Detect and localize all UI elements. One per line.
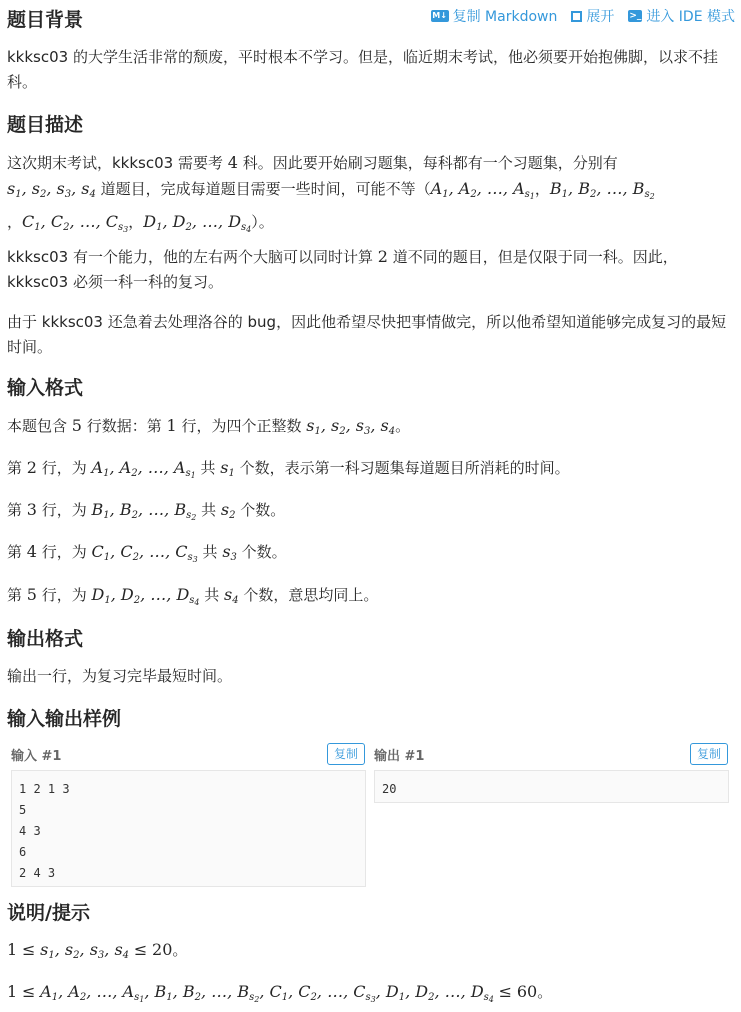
input-text: 。	[395, 417, 411, 435]
input-text: 第	[7, 586, 27, 604]
math-upper-bound: 60	[516, 982, 538, 1001]
math-one: 1	[7, 982, 18, 1001]
math-le: ≤	[21, 940, 36, 959]
math-b-seq: $B_1$, $B_2$, …, $B_{s_2}$	[549, 179, 655, 201]
math-b-seq: $B_1$, $B_2$, …, $B_{s_2}$	[91, 500, 197, 522]
input-text: 个数。	[235, 501, 286, 519]
samples-title: 输入输出样例	[7, 708, 122, 730]
math-s1: $s_1$	[220, 458, 235, 479]
output-format-title: 输出格式	[7, 628, 84, 650]
input-number: 3	[26, 500, 37, 519]
input-number: 5	[26, 585, 37, 604]
input-text: 行，为	[36, 543, 92, 561]
ide-mode-button[interactable]	[628, 6, 735, 26]
input-line-1	[7, 413, 735, 444]
math-a-seq: $A_1$, $A_2$, …, $A_{s_1}$	[91, 458, 196, 480]
toolbar	[431, 6, 735, 26]
input-text: 本题包含	[7, 417, 72, 435]
math-le: ≤	[498, 982, 513, 1001]
sample-input-line: 2 4 3	[19, 866, 56, 880]
ide-mode-label: 进入 IDE 模式	[646, 9, 735, 25]
input-line-2	[7, 455, 735, 488]
input-text: 行，为	[36, 459, 92, 477]
copy-markdown-label: 复制 Markdown	[452, 9, 558, 25]
expand-label: 展开	[586, 9, 615, 25]
math-s1-s4: $s_1$, $s_2$, $s_3$, $s_4$	[40, 940, 130, 961]
description-paragraph-2	[7, 244, 735, 295]
input-text: 共	[197, 543, 223, 561]
input-text: 第	[7, 459, 27, 477]
math-le: ≤	[133, 940, 148, 959]
input-text: 行，为	[36, 586, 92, 604]
description-title: 题目描述	[7, 114, 84, 136]
hint-text: 。	[172, 941, 188, 959]
math-a-seq: $A_1$, $A_2$, …, $A_{s_1}$	[430, 179, 535, 201]
input-line-3	[7, 497, 735, 530]
sample-output-label: 输出 #1	[374, 749, 425, 764]
sample-input-line: 6	[19, 845, 27, 859]
desc-text: 科。因此要开始刷习题集，每科都有一个习题集，分别有	[237, 154, 618, 172]
description-paragraph-1: 这次期末考试，kkksc03 需要考 4 科。因此要开始刷习题集，每科都有一个习题集，分别有 $s_1$, $s_2$, $s_3$, $s_4$ 道题目，完成每道题目需要一些时间，可能不等（$A_1$, $A_2$, …, $A_{s_1}$，$B_1$, $B_2$, …, $B_{s_2}$ ，$C_1$, $C_2$, …, $C_{s_3}$，$D_1$, $D_2$, …, $D_{s_4}$）。	[7, 153, 655, 234]
input-text: 个数。	[236, 543, 287, 561]
input-number: 2	[26, 458, 37, 477]
description-paragraph-3: 由于 kkksc03 还急着去处理洛谷的 bug，因此他希望尽快把事情做完，所以他希望知道能够完成复习的最短时间。	[7, 313, 727, 356]
expand-button[interactable]	[571, 6, 614, 26]
background-title: 题目背景	[7, 9, 84, 31]
hint-text: 。	[537, 983, 553, 1001]
input-number: 4	[26, 542, 37, 561]
input-text: 个数，表示第一科习题集每道题目所消耗的时间。	[234, 459, 570, 477]
input-text: 共	[199, 586, 225, 604]
desc-text: 道不同的题目，但是仅限于同一科。因此，kkksc03 必须一科一科的复习。	[7, 248, 678, 291]
input-text: 共	[196, 501, 221, 519]
input-number: 5	[71, 416, 82, 435]
input-text: 行，为	[36, 501, 92, 519]
input-text: 第	[7, 501, 27, 519]
desc-text: kkksc03 有一个能力，他的左右两个大脑可以同时计算	[7, 248, 378, 266]
input-number: 1	[166, 416, 177, 435]
math-s1-s4: $s_1$, $s_2$, $s_3$, $s_4$	[7, 179, 96, 200]
desc-text: 道题目，完成每道题目需要一些时间，可能不等（	[95, 180, 431, 198]
copy-output-button[interactable]: 复制	[690, 743, 728, 765]
background-text: kkksc03 的大学生活非常的颓废，平时根本不学习。但是，临近期末考试，他必须要开始抱佛脚，以求不挂科。	[7, 48, 718, 91]
math-upper-bound: 20	[152, 940, 173, 959]
sample-input-line: 5	[19, 803, 27, 817]
math-one: 1	[7, 940, 18, 959]
hint-line-1	[7, 937, 735, 968]
math-d-seq: $D_1$, $D_2$, …, $D_{s_4}$	[143, 212, 252, 234]
expand-icon	[571, 11, 582, 22]
sample-output-box[interactable]	[374, 770, 729, 803]
math-c-seq: $C_1$, $C_2$, …, $C_{s_3}$	[22, 212, 129, 234]
input-text: 第	[7, 543, 27, 561]
hint-title: 说明/提示	[7, 902, 90, 924]
sample-output-line: 20	[382, 782, 397, 796]
math-d-seq: $D_1$, $D_2$, …, $D_{s_4}$	[91, 585, 200, 607]
sample-input-box[interactable]	[11, 770, 366, 887]
math-s3: $s_3$	[222, 542, 237, 563]
output-format-text: 输出一行，为复习完毕最短时间。	[7, 667, 233, 685]
input-text: 共	[195, 459, 221, 477]
desc-text: ）。	[251, 213, 274, 231]
desc-number: 4	[227, 153, 238, 172]
math-le: ≤	[21, 982, 36, 1001]
input-text: 行数据：第	[81, 417, 167, 435]
input-format-title: 输入格式	[7, 377, 84, 399]
copy-input-button[interactable]: 复制	[327, 743, 365, 765]
math-c-seq: $C_1$, $C_2$, …, $C_{s_3}$	[91, 542, 198, 564]
hint-line-2	[7, 979, 735, 1012]
input-line-4	[7, 539, 735, 572]
math-s2: $s_2$	[220, 500, 236, 521]
input-text: 行，为四个正整数	[176, 417, 307, 435]
desc-number: 2	[377, 247, 388, 266]
math-s4: $s_4$	[224, 585, 239, 606]
math-s1-s4: $s_1$, $s_2$, $s_3$, $s_4$	[306, 416, 396, 437]
terminal-icon: >_	[629, 11, 642, 21]
desc-text: 这次期末考试，kkksc03 需要考	[7, 154, 228, 172]
math-all-seq: $A_1$, $A_2$, …, $A_{s_1}$, $B_1$, $B_2$, …, $B_{s_2}$, $C_1$, $C_2$, …, $C_{s_3}$, $D_1$, $D_2$, …, $D_{s_4}$	[40, 982, 494, 1004]
copy-markdown-button[interactable]	[431, 6, 558, 26]
sample-input-line: 1 2 1 3	[19, 782, 70, 796]
input-text: 个数，意思均同上。	[238, 586, 379, 604]
sample-input-line: 4 3	[19, 824, 41, 838]
sample-input-label: 输入 #1	[11, 749, 62, 764]
markdown-icon: M↓	[432, 11, 447, 20]
input-line-5	[7, 582, 735, 615]
